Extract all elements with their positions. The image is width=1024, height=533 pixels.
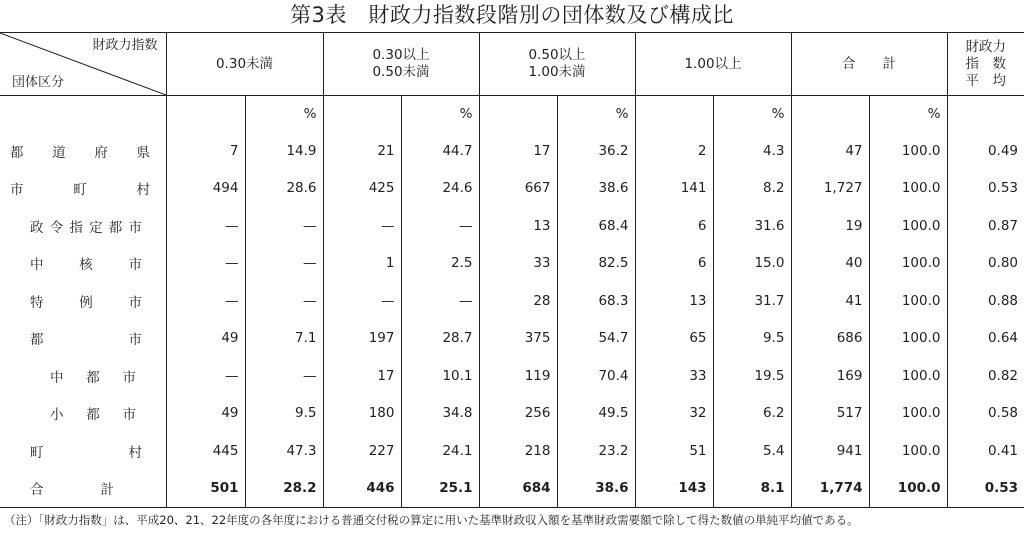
- table-row: [0, 282, 1024, 320]
- table-cell: 9.5: [245, 395, 323, 433]
- table-cell: 33: [479, 245, 557, 283]
- table-cell: 1,774: [791, 470, 869, 508]
- table-cell: 17: [323, 357, 401, 395]
- row-label: 都市: [30, 332, 142, 349]
- table-cell: 0.53: [947, 170, 1024, 208]
- row-label-cell: [0, 395, 166, 433]
- table-row: [0, 395, 1024, 433]
- table-cell: 13: [479, 207, 557, 245]
- table-cell: 28.2: [245, 470, 323, 508]
- unit-row: [0, 96, 1024, 133]
- header-col-030-050: 0.30以上 0.50未満: [323, 33, 479, 96]
- header-col-under-030: 0.30未満: [166, 33, 323, 96]
- table-cell: 34.8: [401, 395, 479, 433]
- table-cell: 494: [166, 170, 245, 208]
- row-label-cell: [0, 207, 166, 245]
- table-row: [0, 207, 1024, 245]
- table-cell: 28.7: [401, 320, 479, 358]
- table-cell: 40: [791, 245, 869, 283]
- row-label: 都道府県: [10, 144, 150, 161]
- table-cell: 6: [635, 207, 713, 245]
- table-cell: 19.5: [713, 357, 791, 395]
- row-label-cell: [0, 282, 166, 320]
- table-cell: 100.0: [869, 357, 947, 395]
- table-row: [0, 320, 1024, 358]
- table-cell: 218: [479, 432, 557, 470]
- table-cell: 256: [479, 395, 557, 433]
- table-cell: 68.3: [557, 282, 635, 320]
- table-cell: 100.0: [869, 207, 947, 245]
- table-cell: 23.2: [557, 432, 635, 470]
- table-row: [0, 132, 1024, 170]
- table-cell: 21: [323, 132, 401, 170]
- table-cell: 1,727: [791, 170, 869, 208]
- table-row: [0, 432, 1024, 470]
- table-cell: 49: [166, 395, 245, 433]
- table-cell: 2: [635, 132, 713, 170]
- data-table: [0, 32, 1024, 508]
- table-cell: 0.64: [947, 320, 1024, 358]
- table-cell: 24.1: [401, 432, 479, 470]
- table-cell: —: [166, 245, 245, 283]
- table-cell: 100.0: [869, 320, 947, 358]
- table-row: [0, 245, 1024, 283]
- table-cell: 10.1: [401, 357, 479, 395]
- table-cell: 143: [635, 470, 713, 508]
- header-col-over-100: 1.00以上: [635, 33, 791, 96]
- table-cell: 41: [791, 282, 869, 320]
- table-cell: 119: [479, 357, 557, 395]
- table-cell: 375: [479, 320, 557, 358]
- row-label: 政令指定都市: [30, 219, 142, 236]
- table-cell: 0.58: [947, 395, 1024, 433]
- table-cell: 47: [791, 132, 869, 170]
- table-cell: —: [401, 282, 479, 320]
- table-cell: 17: [479, 132, 557, 170]
- header-col-total: 合 計: [791, 33, 947, 96]
- table-cell: 100.0: [869, 432, 947, 470]
- page-title: 第3表 財政力指数段階別の団体数及び構成比: [290, 3, 734, 27]
- table-cell: 100.0: [869, 395, 947, 433]
- table-cell: 33: [635, 357, 713, 395]
- table-cell: 684: [479, 470, 557, 508]
- table-cell: 28.6: [245, 170, 323, 208]
- footnote: （注）「財政力指数」は、平成20、21、22年度の各年度における普通交付税の算定に用いた基準財政収入額を基準財政需要額で除して得た数値の単純平均値である。: [4, 513, 859, 527]
- table-cell: —: [245, 207, 323, 245]
- row-label-cell: [0, 245, 166, 283]
- row-label: 小都市: [50, 407, 136, 424]
- table-cell: 169: [791, 357, 869, 395]
- table-cell: 25.1: [401, 470, 479, 508]
- table-cell: 425: [323, 170, 401, 208]
- table-row: [0, 357, 1024, 395]
- row-label: 町村: [30, 444, 142, 461]
- table-cell: 0.82: [947, 357, 1024, 395]
- row-label-cell: [0, 132, 166, 170]
- table-cell: 65: [635, 320, 713, 358]
- table-cell: 19: [791, 207, 869, 245]
- table-cell: 51: [635, 432, 713, 470]
- table-cell: 54.7: [557, 320, 635, 358]
- table-cell: 501: [166, 470, 245, 508]
- table-cell: 38.6: [557, 470, 635, 508]
- corner-header-top: 財政力指数: [92, 38, 158, 53]
- table-cell: —: [166, 357, 245, 395]
- table-cell: 7: [166, 132, 245, 170]
- table-cell: —: [323, 207, 401, 245]
- table-cell: 445: [166, 432, 245, 470]
- table-cell: 44.7: [401, 132, 479, 170]
- table-cell: 100.0: [869, 470, 947, 508]
- table-cell: 6: [635, 245, 713, 283]
- table-cell: 667: [479, 170, 557, 208]
- table-cell: 31.6: [713, 207, 791, 245]
- table-cell: 4.3: [713, 132, 791, 170]
- table-cell: —: [245, 282, 323, 320]
- table-cell: 1: [323, 245, 401, 283]
- table-cell: 100.0: [869, 170, 947, 208]
- header-row: [0, 33, 1024, 96]
- row-label: 中都市: [50, 369, 136, 386]
- table-cell: 28: [479, 282, 557, 320]
- table-cell: 5.4: [713, 432, 791, 470]
- table-cell: 13: [635, 282, 713, 320]
- table-cell: 0.80: [947, 245, 1024, 283]
- row-label-cell: [0, 432, 166, 470]
- table-cell: 446: [323, 470, 401, 508]
- table-row: [0, 170, 1024, 208]
- table-cell: 38.6: [557, 170, 635, 208]
- table-cell: 8.2: [713, 170, 791, 208]
- pct-sign: %: [869, 96, 947, 133]
- table-cell: —: [245, 245, 323, 283]
- table-cell: 0.88: [947, 282, 1024, 320]
- table-cell: 82.5: [557, 245, 635, 283]
- table-cell: 517: [791, 395, 869, 433]
- table-cell: 0.53: [947, 470, 1024, 508]
- pct-sign: %: [245, 96, 323, 133]
- table-cell: 141: [635, 170, 713, 208]
- table-cell: 9.5: [713, 320, 791, 358]
- table-cell: 0.87: [947, 207, 1024, 245]
- row-label-cell: [0, 357, 166, 395]
- row-label: 合計: [30, 482, 114, 499]
- table-cell: 686: [791, 320, 869, 358]
- table-cell: 49: [166, 320, 245, 358]
- table-cell: 47.3: [245, 432, 323, 470]
- row-label: 特例市: [30, 294, 142, 311]
- row-label: 中核市: [30, 257, 142, 274]
- table-cell: 7.1: [245, 320, 323, 358]
- table-cell: 941: [791, 432, 869, 470]
- pct-sign: %: [713, 96, 791, 133]
- table-cell: 36.2: [557, 132, 635, 170]
- header-col-050-100: 0.50以上 1.00未満: [479, 33, 635, 96]
- row-label-cell: [0, 320, 166, 358]
- pct-sign: %: [557, 96, 635, 133]
- total-row: [0, 470, 1024, 508]
- table-cell: 15.0: [713, 245, 791, 283]
- table-cell: 68.4: [557, 207, 635, 245]
- table-cell: 227: [323, 432, 401, 470]
- table-cell: 14.9: [245, 132, 323, 170]
- row-label-cell: [0, 170, 166, 208]
- table-cell: 6.2: [713, 395, 791, 433]
- table-cell: 100.0: [869, 282, 947, 320]
- table-cell: 70.4: [557, 357, 635, 395]
- table-cell: —: [166, 282, 245, 320]
- pct-sign: %: [401, 96, 479, 133]
- table-cell: 31.7: [713, 282, 791, 320]
- table-cell: —: [323, 282, 401, 320]
- table-cell: 100.0: [869, 132, 947, 170]
- table-cell: 197: [323, 320, 401, 358]
- row-label: 市町村: [10, 182, 150, 199]
- corner-header-bottom: 団体区分: [12, 75, 65, 90]
- table-cell: 180: [323, 395, 401, 433]
- table-cell: 49.5: [557, 395, 635, 433]
- table-cell: 8.1: [713, 470, 791, 508]
- table-cell: —: [166, 207, 245, 245]
- table-cell: 0.41: [947, 432, 1024, 470]
- corner-header-cell: [0, 33, 166, 96]
- header-col-average: 財政力 指 数 平 均: [947, 33, 1024, 96]
- table-cell: 32: [635, 395, 713, 433]
- table-cell: 100.0: [869, 245, 947, 283]
- table-cell: 2.5: [401, 245, 479, 283]
- row-label-cell: [0, 470, 166, 508]
- table-cell: 24.6: [401, 170, 479, 208]
- table-cell: 0.49: [947, 132, 1024, 170]
- table-cell: —: [245, 357, 323, 395]
- table-cell: —: [401, 207, 479, 245]
